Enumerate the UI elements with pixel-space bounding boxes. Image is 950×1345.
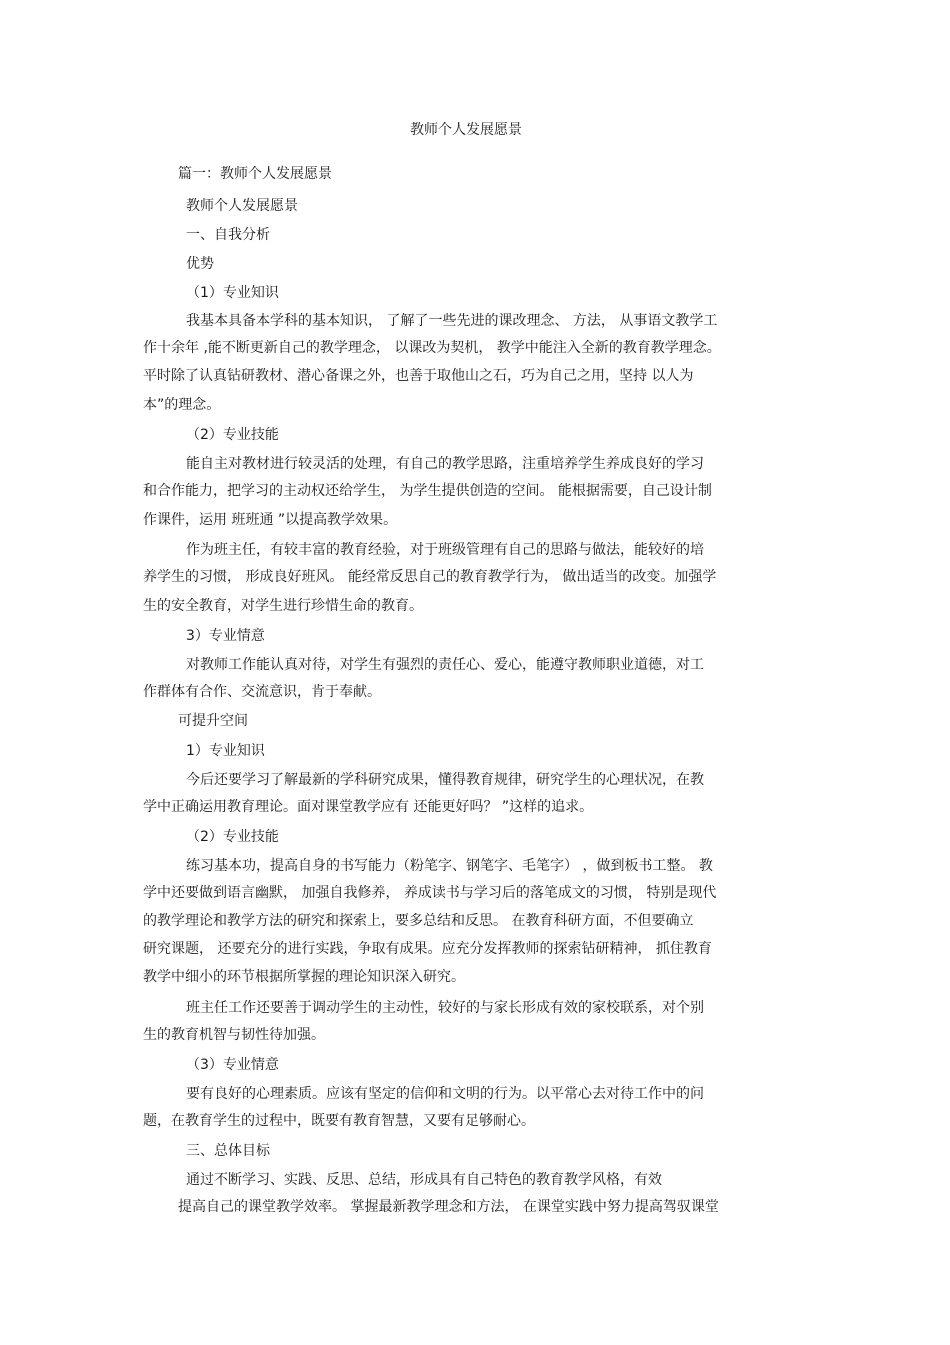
paragraph-line: 练习基本功，提高自身的书写能力（粉笔字、钢笔字、毛笔字） ，做到板书工整。 教 xyxy=(186,858,713,874)
paragraph-line: 题，在教育学生的过程中，既要有教育智慧，又要有足够耐心。 xyxy=(143,1113,535,1129)
paragraph-line: 的教学理论和教学方法的研究和探索上，要多总结和反思。 在教育科研方面，不但要确立 xyxy=(143,913,694,929)
subheading: 1）专业知识 xyxy=(186,743,265,759)
paragraph-line: 生的安全教育，对学生进行珍惜生命的教育。 xyxy=(143,598,423,614)
paragraph-line: 能自主对教材进行较灵活的处理，有自己的教学思路，注重培养学生养成良好的学习 xyxy=(186,456,704,472)
paragraph-line: 教学中细小的环节根据所掌握的理论知识深入研究。 xyxy=(143,969,465,985)
paragraph-line: 作课件，运用 班班通 ”以提高教学效果。 xyxy=(143,512,398,528)
paragraph-line: 提高自己的课堂教学效率。 掌握最新教学理念和方法， 在课堂实践中努力提高驾驭课堂 xyxy=(178,1199,719,1215)
subheading: （2）专业技能 xyxy=(186,829,279,845)
paragraph-line: 本”的理念。 xyxy=(143,397,221,413)
paragraph-line: 要有良好的心理素质。应该有坚定的信仰和文明的行为。以平常心去对待工作中的问 xyxy=(186,1086,704,1102)
paragraph-line: 平时除了认真钻研教材、潜心备课之外，也善于取他山之石，巧为自己之用，坚持 以人为 xyxy=(143,368,694,384)
paragraph-line: 养学生的习惯， 形成良好班风。 能经常反思自己的教育教学行为， 做出适当的改变。加强学 xyxy=(143,569,717,585)
section-heading: 一、自我分析 xyxy=(186,227,270,243)
section-heading: 三、总体目标 xyxy=(186,1143,270,1159)
paragraph-line: 学中还要做到语言幽默， 加强自我修养， 养成读书与学习后的落笔成文的习惯， 特别是现代 xyxy=(143,885,717,901)
subheading: （2）专业技能 xyxy=(186,427,279,443)
subheading: 3）专业情意 xyxy=(186,628,265,644)
paragraph-line: 作群体有合作、交流意识，肯于奉献。 xyxy=(143,684,381,700)
paragraph-line: 通过不断学习、实践、反思、总结，形成具有自己特色的教育教学风格，有效 xyxy=(186,1172,662,1188)
paragraph-line: 作十余年 ,能不断更新自己的教学理念， 以课改为契机， 教学中能注入全新的教育教学理念。 xyxy=(143,340,721,356)
section-heading: 篇一：教师个人发展愿景 xyxy=(178,166,332,182)
paragraph-line: 我基本具备本学科的基本知识， 了解了一些先进的课改理念、 方法， 从事语文教学工 xyxy=(186,313,718,329)
paragraph-line: 对教师工作能认真对待，对学生有强烈的责任心、爱心，能遵守教师职业道德，对工 xyxy=(186,657,704,673)
subheading: 可提升空间 xyxy=(178,713,248,729)
subheading: （3）专业情意 xyxy=(186,1057,279,1073)
paragraph-line: 作为班主任，有较丰富的教育经验，对于班级管理有自己的思路与做法，能较好的培 xyxy=(186,542,704,558)
paragraph-line: 和合作能力，把学习的主动权还给学生， 为学生提供创造的空间。 能根据需要，自己设计制 xyxy=(143,483,712,499)
paragraph-line: 研究课题， 还要充分的进行实践，争取有成果。应充分发挥教师的探索钻研精神， 抓住教育 xyxy=(143,941,712,957)
paragraph-line: 今后还要学习了解最新的学科研究成果，懂得教育规律，研究学生的心理状况，在教 xyxy=(186,772,704,788)
paragraph-line: 班主任工作还要善于调动学生的主动性，较好的与家长形成有效的家校联系，对个别 xyxy=(186,1000,704,1016)
paragraph-line: 学中正确运用教育理论。面对课堂教学应有 还能更好吗？ ”这样的追求。 xyxy=(143,799,594,815)
subheading: 教师个人发展愿景 xyxy=(186,198,298,214)
subheading: （1）专业知识 xyxy=(186,285,279,301)
subheading: 优势 xyxy=(186,256,214,272)
paragraph-line: 生的教育机智与韧性待加强。 xyxy=(143,1027,325,1043)
page-title: 教师个人发展愿景 xyxy=(410,122,522,138)
